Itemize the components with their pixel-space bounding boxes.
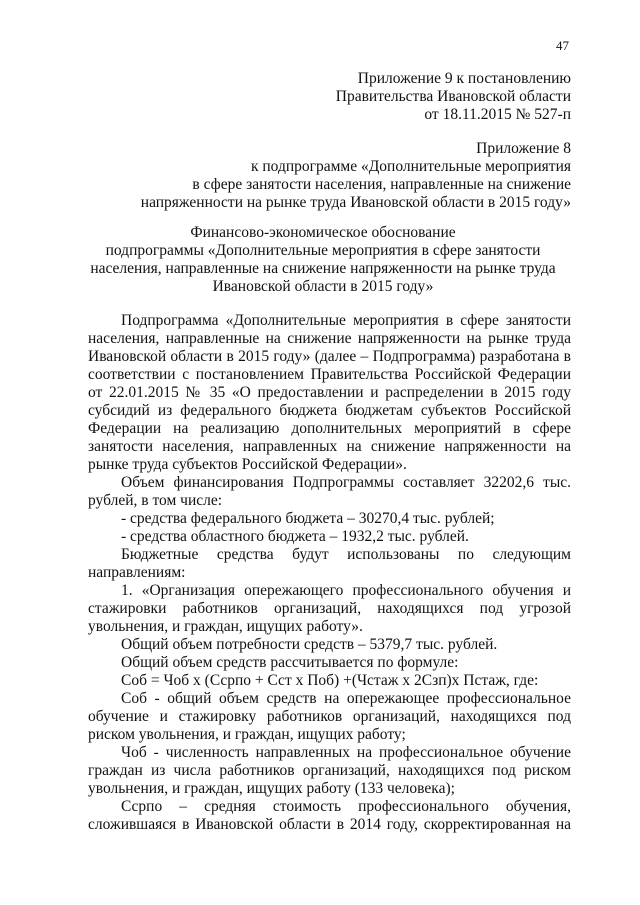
appendix-8-header — [141, 140, 571, 212]
body-paragraph: 1. «Организация опережающего профессионального обучения и стажировки работников организаций, находящихся под угрозой увольнения, и граждан, ищущих работу». — [88, 582, 571, 635]
header-line: в сфере занятости населения, направленные на снижение — [192, 176, 571, 193]
header-line: от 18.11.2015 № 527-п — [424, 106, 571, 123]
title-line: подпрограммы «Дополнительные мероприятия в сфере занятости — [105, 242, 541, 259]
body-paragraph: - средства федерального бюджета – 30270,4 тыс. рублей; — [121, 510, 495, 527]
body-paragraph: - средства областного бюджета – 1932,2 тыс. рублей. — [121, 528, 469, 545]
appendix-9-header — [336, 70, 571, 124]
header-line: к подпрограмме «Дополнительные мероприятия — [250, 158, 571, 175]
document-body — [88, 312, 571, 834]
body-paragraph: Общий объем средств рассчитывается по формуле: — [121, 654, 459, 671]
body-paragraph: Объем финансирования Подпрограммы составляет 32202,6 тыс. рублей, в том числе: — [88, 474, 571, 509]
body-paragraph: Общий объем потребности средств – 5379,7 тыс. рублей. — [121, 636, 498, 653]
body-paragraph: Подпрограмма «Дополнительные мероприятия в сфере занятости населения, направленные на снижение напряженности на рынке труда Ивановской области в 2015 году» (далее – Подпрограмма) разработана в соответствии с постановлением Правительства Российской Федерации от 22.01.2015 № 35 «О предоставлении и распределении в 2015 году субсидий из федерального бюджета бюджетам субъектов Российской Федерации на реализацию дополнительных мероприятий в сфере занятости населения, направленных на снижение напряженности на рынке труда субъектов Российской Федерации». — [88, 312, 571, 473]
body-paragraph: Бюджетные средства будут использованы по следующим направлениям: — [88, 546, 571, 581]
body-paragraph: Соб - общий объем средств на опережающее профессиональное обучение и стажировку работников организаций, находящихся под риском увольнения, и граждан, ищущих работу; — [88, 690, 571, 743]
title-line: Ивановской области в 2015 году» — [212, 278, 434, 295]
formula-line: Соб = Чоб х (Ссрпо + Сст х Поб) +(Чстаж х 2Сзп)х Пстаж, где: — [121, 672, 539, 689]
header-line: напряженности на рынке труда Ивановской области в 2015 году» — [140, 194, 571, 211]
body-paragraph: Чоб - численность направленных на профессиональное обучение граждан из числа работников организаций, находящихся под риском увольнения, и граждан, ищущих работу (133 человека); — [88, 744, 571, 797]
title-line: населения, направленные на снижение напряженности на рынке труда — [90, 260, 556, 277]
page-number: 47 — [556, 38, 569, 53]
document-title — [70, 224, 576, 296]
header-line: Приложение 8 — [476, 140, 571, 157]
title-line: Финансово-экономическое обоснование — [190, 224, 456, 241]
header-line: Приложение 9 к постановлению — [357, 70, 571, 87]
header-line: Правительства Ивановской области — [335, 88, 571, 105]
body-paragraph: Ссрпо – средняя стоимость профессионального обучения, сложившаяся в Ивановской области в 2014 году, скорректированная на — [88, 798, 571, 833]
